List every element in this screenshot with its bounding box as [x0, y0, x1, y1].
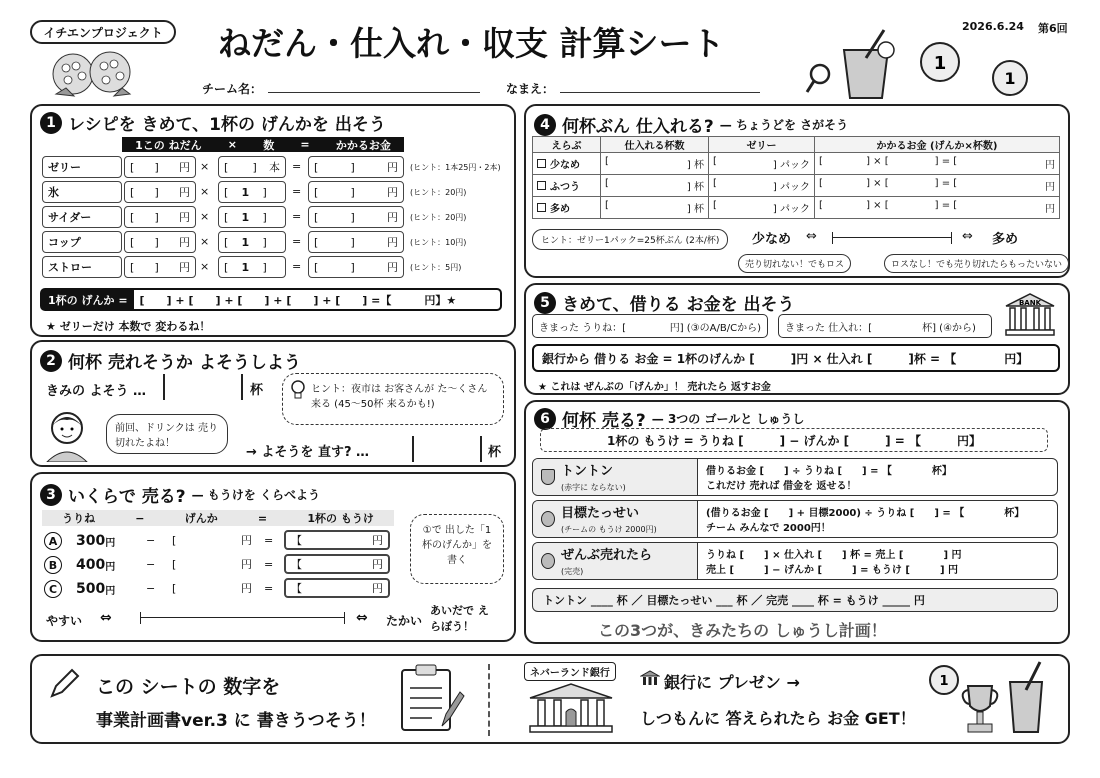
svg-text:1: 1: [933, 53, 947, 74]
session: 第6回: [1038, 22, 1068, 35]
s5-note: ★ これは ぜんぶの「げんか」！ 売れたら 返すお金: [538, 382, 771, 393]
option-label: C 500 円: [44, 580, 115, 598]
times: ×: [200, 210, 210, 223]
expensive-label: たかい: [386, 614, 423, 628]
s1-hint: (ヒント：1本25円・2本): [410, 163, 501, 172]
arrow: ⇔: [100, 610, 112, 626]
s1-item-name: サイダー: [42, 206, 122, 228]
equals: =: [292, 185, 302, 198]
choice-checkbox[interactable]: 少なめ: [533, 153, 601, 175]
option-label: B 400 円: [44, 556, 115, 574]
s2-hint: ヒント：夜市は お客さんが た〜くさん来る (45〜50杯 来るかも!): [282, 373, 504, 425]
name-field[interactable]: [560, 92, 760, 93]
goal-row: [532, 458, 1058, 496]
bank-small-icon: [640, 670, 660, 688]
team-label: チーム名：: [202, 82, 263, 96]
teacher-avatar: [42, 404, 92, 462]
goal-formula[interactable]: 借りるお金 [ ] ÷ うりね [ ] = 【 杯】 これだけ 売れば 借金を 返せる！: [706, 466, 952, 492]
clipboard-icon: [398, 662, 466, 734]
option-label: A 300 円: [44, 532, 115, 550]
trophy-icon: [541, 553, 555, 569]
equals: =: [264, 558, 274, 571]
plan-text: この3つが、きみたちの しゅうし計画！: [598, 621, 887, 640]
s2-speech: 前回、ドリンクは 売り切れたよね！: [106, 414, 228, 454]
s1-cost-input[interactable]: [ ] 円: [308, 206, 404, 228]
s1-qty-input[interactable]: [ 1 ]: [218, 256, 286, 278]
s1-note: ★ ゼリーだけ 本数で 変わるね！: [46, 320, 211, 333]
s3-profit-input[interactable]: 【 円: [284, 530, 390, 550]
goal-row: [532, 542, 1058, 580]
coin-icon: [928, 664, 960, 696]
minus: −: [146, 534, 156, 547]
times: ×: [200, 185, 210, 198]
minus: −: [146, 558, 156, 571]
s4-cups-input[interactable]: [ ] 杯: [601, 197, 709, 219]
footer-line1: この シートの 数字を: [96, 676, 281, 698]
section-3-title: 3 いくらで 売る? — もうけを くらべよう: [40, 482, 320, 507]
s3-profit-input[interactable]: 【 円: [284, 554, 390, 574]
s1-hint: (ヒント：5円): [410, 263, 462, 272]
s1-cost-input[interactable]: [ ] 円: [308, 181, 404, 203]
s1-header: 1この ねだん × 数 = かかるお金: [122, 137, 404, 152]
s4-cost-input[interactable]: [ ] × [ ] = [ 円: [815, 175, 1060, 197]
decided-stock[interactable]: きまった 仕入れ：[ 杯] (④から): [778, 314, 992, 338]
s1-price-input[interactable]: [ ] 円: [124, 231, 196, 253]
equals: =: [292, 235, 302, 248]
equals: =: [292, 160, 302, 173]
s4-row: [533, 175, 1060, 197]
s4-table: えらぶ 仕入れる杯数 ゼリー かかるお金 (げんか×杯数) 少なめ [ ] 杯 [ ] パック [ ] × [ ] = [ 円 ふつう [ ] 杯 [ ] パック [ ] × [ ] = [ 円 多め [ ] 杯 [ ] パック [ ] × [ ] = [ 円: [532, 136, 1060, 219]
times: ×: [200, 260, 210, 273]
summary-row: トントン ____ 杯 ／ 目標たっせい ___ 杯 ／ 完売 ____ 杯 = もうけ _____ 円: [532, 588, 1058, 612]
few-label: 少なめ: [752, 232, 792, 247]
s1-qty-input[interactable]: [ 1 ]: [218, 206, 286, 228]
section-2-title: 2 何杯 売れそうか よそうしよう: [40, 348, 301, 373]
s1-cost-input[interactable]: [ ] 円: [308, 156, 404, 178]
many-label: 多め: [992, 232, 1019, 247]
s1-price-input[interactable]: [ ] 円: [124, 181, 196, 203]
s1-qty-input[interactable]: [ 1 ]: [218, 181, 286, 203]
times: ×: [200, 235, 210, 248]
equals: =: [264, 582, 274, 595]
times: ×: [200, 160, 210, 173]
s1-cost-input[interactable]: [ ] 円: [308, 231, 404, 253]
coin-icon: [918, 40, 962, 84]
bank-icon: [1002, 292, 1058, 338]
goal-label: トントン (赤字に ならない): [533, 459, 698, 495]
fix-input[interactable]: [412, 436, 482, 462]
drink-icon: [1004, 660, 1048, 736]
name-label: なまえ：: [506, 82, 555, 96]
footer-right-line2: しつもんに 答えられたら お金 GET！: [640, 709, 916, 728]
s3-note: ①で 出した「1杯のげんか」を書く: [410, 514, 504, 584]
svg-text:1: 1: [939, 674, 949, 689]
s1-price-input[interactable]: [ ] 円: [124, 156, 196, 178]
equals: =: [264, 534, 274, 547]
decided-price[interactable]: きまった うりね：[ 円] (③のA/B/Cから): [532, 314, 768, 338]
s1-hint: (ヒント：20円): [410, 188, 467, 197]
trophy-icon: [958, 682, 1002, 736]
arrow: ⇔: [806, 229, 817, 244]
choice-checkbox[interactable]: 多め: [533, 197, 601, 219]
lightbulb-icon: [290, 380, 306, 400]
choice-checkbox[interactable]: ふつう: [533, 175, 601, 197]
few-note: 売り切れない！でもロス: [738, 254, 851, 273]
s3-cost-input[interactable]: [ 円: [172, 557, 252, 571]
fix-label: → よそうを 直す? …: [246, 445, 370, 460]
pencil-icon: [48, 668, 80, 700]
magnifier-icon: [804, 62, 834, 96]
many-note: ロスなし！でも売り切れたらもったいない: [884, 254, 1069, 273]
choose-label: あいだで えらぼう！: [430, 604, 489, 633]
s1-qty-input[interactable]: [ ] 本: [218, 156, 286, 178]
goal-label: ぜんぶ売れたら (完売): [533, 543, 698, 579]
svg-text:1: 1: [1004, 69, 1016, 88]
s3-profit-input[interactable]: 【 円: [284, 578, 390, 598]
arrow: ⇔: [962, 229, 973, 244]
loan-row: 銀行から 借りる お金 = 1杯のげんか [ ]円 × 仕入れ [ ]杯 = 【 円】: [532, 344, 1060, 372]
s1-item-name: ゼリー: [42, 156, 122, 178]
team-field[interactable]: [268, 92, 480, 93]
section-4-title: 4 何杯ぶん 仕入れる? — ちょうどを さがそう: [534, 112, 848, 137]
minus: −: [146, 582, 156, 595]
equals: =: [292, 260, 302, 273]
footer-line2: 事業計画書ver.3 に 書きうつそう！: [96, 711, 376, 731]
footer-right-line1: 銀行に プレゼン →: [664, 673, 800, 692]
s4-pack-input[interactable]: [ ] パック: [709, 197, 815, 219]
medal-icon: [541, 511, 555, 527]
svg-text:BANK: BANK: [1018, 299, 1042, 307]
s4-hint: ヒント：ゼリー1パック=25杯ぶん (2本/杯): [532, 229, 728, 250]
bank-name: ネバーランド銀行: [524, 662, 616, 681]
s4-cups-input[interactable]: [ ] 杯: [601, 175, 709, 197]
drink-icon: [836, 28, 896, 103]
goal-label: 目標たっせい (チームの もうけ 2000円): [533, 501, 698, 537]
section-1-title: 1 レシピを きめて、1杯の げんかを 出そう: [40, 110, 386, 135]
equals: =: [292, 210, 302, 223]
s4-cups-input[interactable]: [ ] 杯: [601, 153, 709, 175]
s4-pack-input[interactable]: [ ] パック: [709, 153, 815, 175]
hydrangea-icon: [38, 46, 148, 102]
section-6-title: 6 何杯 売る? — 3つの ゴールと しゅうし: [534, 406, 804, 431]
s1-price-input[interactable]: [ ] 円: [124, 206, 196, 228]
s1-item-name: ストロー: [42, 256, 122, 278]
s1-hint: (ヒント：10円): [410, 238, 467, 247]
goal-row: [532, 500, 1058, 538]
profit-row: 1杯の もうけ = うりね [ ] − げんか [ ] = 【 円】: [540, 428, 1048, 452]
s1-cost-input[interactable]: [ ] 円: [308, 256, 404, 278]
bank-building-icon: [526, 682, 616, 734]
goal-formula[interactable]: (借りるお金 [ ] + 目標2000) ÷ うりね [ ] = 【 杯】 チーム みんなで 2000円！: [706, 508, 1025, 534]
price-scale: [140, 612, 345, 624]
s1-qty-input[interactable]: [ 1 ]: [218, 231, 286, 253]
date: 2026.6.24: [962, 20, 1024, 33]
predict-input[interactable]: [163, 374, 243, 400]
fix-unit: 杯: [488, 445, 502, 460]
s4-cost-input[interactable]: [ ] × [ ] = [ 円: [815, 153, 1060, 175]
s1-price-input[interactable]: [ ] 円: [124, 256, 196, 278]
footer-divider: [488, 664, 490, 736]
goal-formula[interactable]: うりね [ ] × 仕入れ [ ] 杯 = 売上 [ ] 円 売上 [ ] − げんか [ ] = もうけ [ ] 円: [706, 550, 962, 576]
shield-icon: [541, 469, 555, 485]
s4-row: [533, 153, 1060, 175]
predict-label: きみの よそう …: [46, 384, 147, 399]
arrow: ⇔: [356, 610, 368, 626]
s4-cost-input[interactable]: [ ] × [ ] = [ 円: [815, 197, 1060, 219]
s3-cost-input[interactable]: [ 円: [172, 581, 252, 595]
s1-hint: (ヒント：20円): [410, 213, 467, 222]
s4-row: [533, 197, 1060, 219]
s1-item-name: 氷: [42, 181, 122, 203]
predict-unit: 杯: [250, 383, 264, 398]
s1-item-name: コップ: [42, 231, 122, 253]
s3-header: うりね − げんか = 1杯の もうけ: [42, 510, 394, 526]
project-badge: イチエンプロジェクト: [30, 20, 176, 44]
stock-scale: [832, 232, 952, 244]
cheap-label: やすい: [46, 614, 83, 628]
s3-cost-input[interactable]: [ 円: [172, 533, 252, 547]
coin-icon: [990, 58, 1030, 98]
page-title: ねだん・仕入れ・収支 計算シート: [218, 24, 725, 63]
section-5-title: 5 きめて、借りる お金を 出そう: [534, 290, 795, 315]
s4-pack-input[interactable]: [ ] パック: [709, 175, 815, 197]
s1-total-row: 1杯の げんか = [ ] + [ ] + [ ] + [ ] + [ ] =【 円】★: [40, 288, 502, 311]
